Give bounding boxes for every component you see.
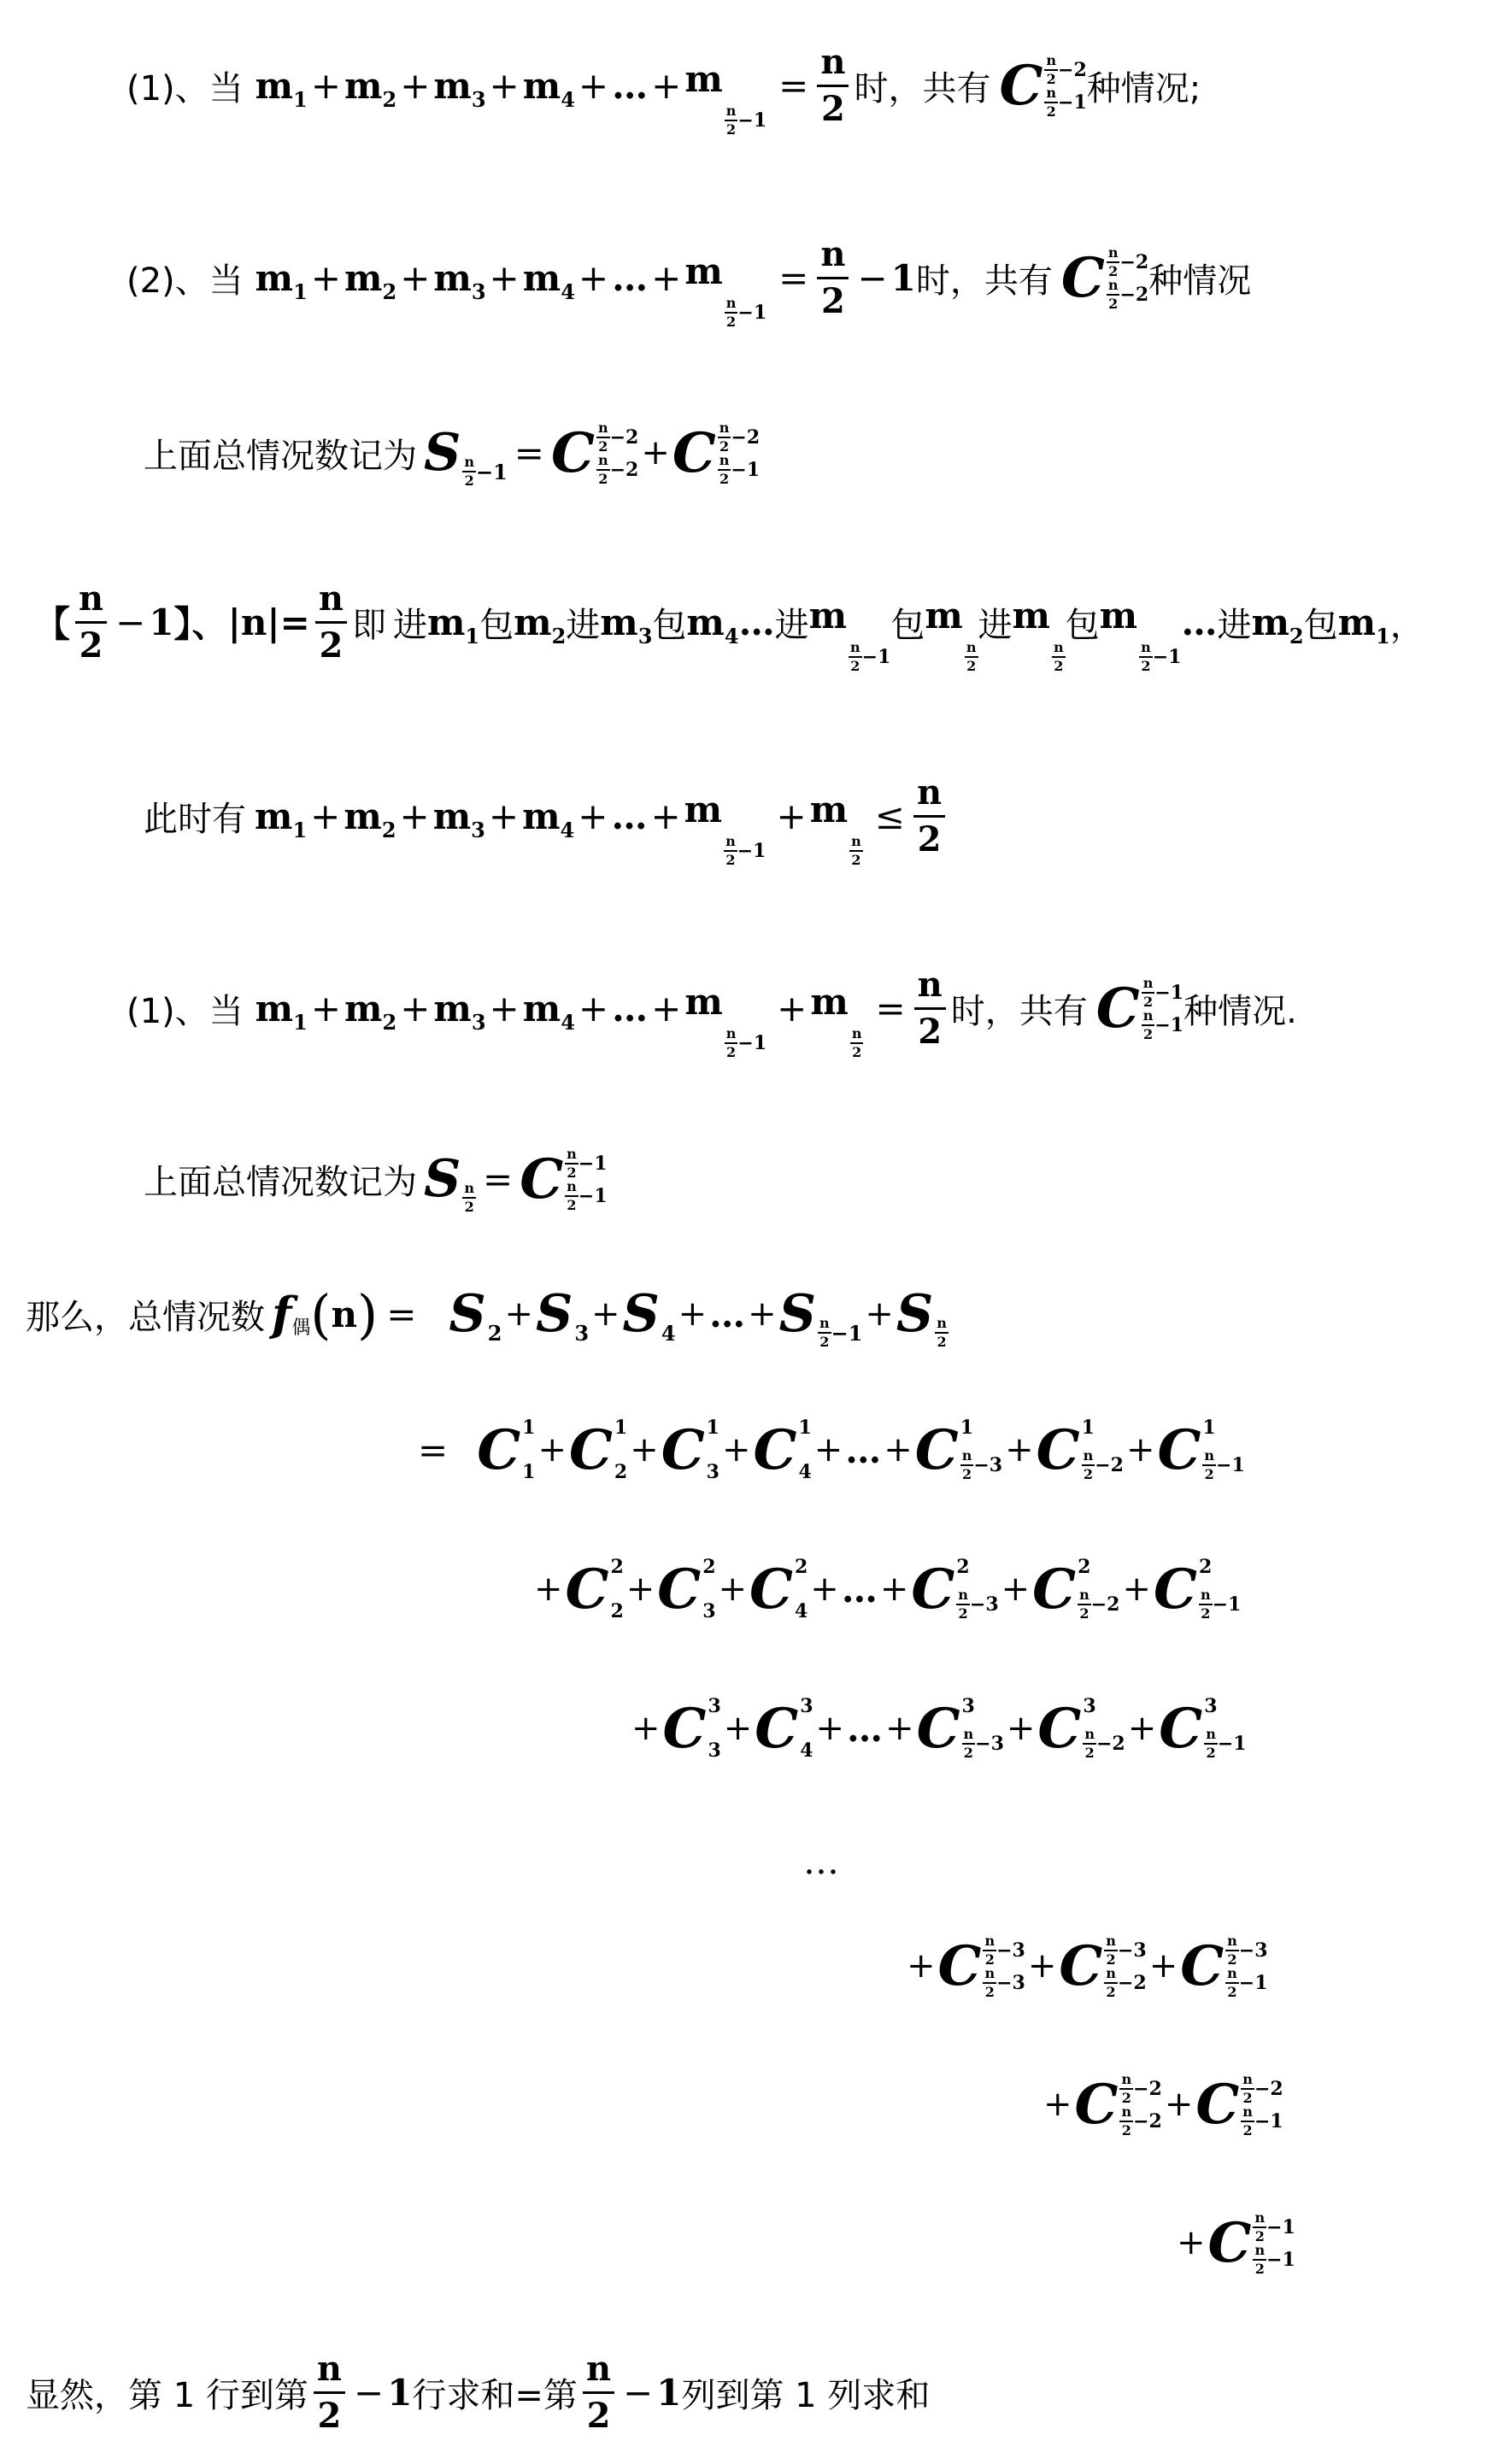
term-m2: $m_2$ — [344, 64, 397, 112]
line-case-1: (1)、当 $m_1$ + $m_2$ + $m_3$ + $m_4$ + … + m $\frac{n}{2}$ −1 = $\frac{n}{2}$ 时，共有 C $\frac{n}{2}$ −2 $\frac{n}{2}$ −1 种情况; — [126, 41, 1201, 138]
conclusion-line: 显然，第 1 行到第 $\frac{n}{2}$ − 1 行求和=第 $\frac{n}{2}$ − 1 列到第 1 列求和 — [26, 2348, 931, 2436]
combination-symbol: C — [999, 53, 1043, 118]
sum-row-1: = C 1 1 + C 1 2 + C 1 3 + C 1 4 + … + C 1 $\frac{n}{2}$ −3 + C 1 $\frac{n}{2}$ −2 + C 1 $\frac{n}{2}$ −1 — [418, 1417, 1245, 1483]
sum-row-n2-1: + C $\frac{n}{2}$ −1 $\frac{n}{2}$ −1 — [1177, 2209, 1295, 2277]
sum-row-2: + C 2 2 + C 2 3 + C 2 4 + … + C 2 $\frac{n}{2}$ −3 + C 2 $\frac{n}{2}$ −2 + C 2 $\frac{n}{2}$ −1 — [534, 1556, 1242, 1622]
case-1-prefix: (1)、当 — [126, 68, 244, 109]
term-m1: $m_1$ — [255, 64, 308, 112]
sum-row-3: + C 3 3 + C 3 4 + … + C 3 $\frac{n}{2}$ −3 + C 3 $\frac{n}{2}$ −2 + C 3 $\frac{n}{2}$ −1 — [631, 1695, 1247, 1762]
sum-row-n2-3: + C $\frac{n}{2}$ −3 $\frac{n}{2}$ −3 + C $\frac{n}{2}$ −3 $\frac{n}{2}$ −2 + C $\frac{n}{2}$ −3 $\frac{n}{2}$ −1 — [907, 1933, 1268, 2000]
line-total-function: 那么，总情况数 f 偶 ( n ) = S 2 + S 3 + S 4 + … + S $\frac{n}{2}$ −1 + S $\frac{n}{2}$ — [26, 1282, 947, 1350]
line-total-1: 上面总情况数记为 S $\frac{n}{2}$ −1 = C $\frac{n}{2}$ −2 $\frac{n}{2}$ −2 + C $\frac{n}{2}$ −2 $\frac{n}{2}$ −1 — [144, 419, 761, 489]
line-total-2: 上面总情况数记为 S $\frac{n}{2}$ = C $\frac{n}{2}$ −1 $\frac{n}{2}$ −1 — [144, 1146, 608, 1215]
line-case-2: (2)、当 $m_1$ + $m_2$ + $m_3$ + $m_4$ + … + m $\frac{n}{2}$ −1 = $\frac{n}{2}$ − 1 时，共有 C $\frac{n}{2}$ −2 $\frac{n}{2}$ −2 种情况 — [126, 233, 1252, 330]
term-m-n2-1: m $\frac{n}{2}$ −1 — [684, 58, 767, 138]
ellipsis-row: … — [803, 1839, 839, 1882]
line-case-n2-1: 【 $\frac{n}{2}$ − 1 】、 |n|= $\frac{n}{2}$ 即 进 $m_1$ 包 $m_2$ 进 $m_3$ 包 $m_4$ … 进 m $\frac{n}{2}$ −1 包 m $\frac{n}{2}$ 进 m $\frac{n}{2}$ 包 m $\frac{n}{2}$ −1 … 进 $m_2$ 包 $m_1$ ， — [34, 578, 1424, 674]
sum-row-n2-2: + C $\frac{n}{2}$ −2 $\frac{n}{2}$ −2 + C $\frac{n}{2}$ −2 $\frac{n}{2}$ −1 — [1043, 2071, 1283, 2138]
line-case-equal: (1)、当 $m_1$ + $m_2$ + $m_3$ + $m_4$ + … + m $\frac{n}{2}$ −1 + m $\frac{n}{2}$ = $\frac{n}{2}$ 时，共有 C $\frac{n}{2}$ −1 $\frac{n}{2}$ −1 种情况. — [126, 964, 1297, 1060]
fraction-n-over-2: $\frac{n}{2}$ — [817, 45, 849, 126]
line-inequality: 此时有 $m_1$ + $m_2$ + $m_3$ + $m_4$ + … + m $\frac{n}{2}$ −1 + m $\frac{n}{2}$ ≤ $\frac{n}{2}$ — [144, 765, 950, 867]
term-m3: $m_3$ — [433, 64, 486, 112]
term-m4: $m_4$ — [522, 64, 575, 112]
